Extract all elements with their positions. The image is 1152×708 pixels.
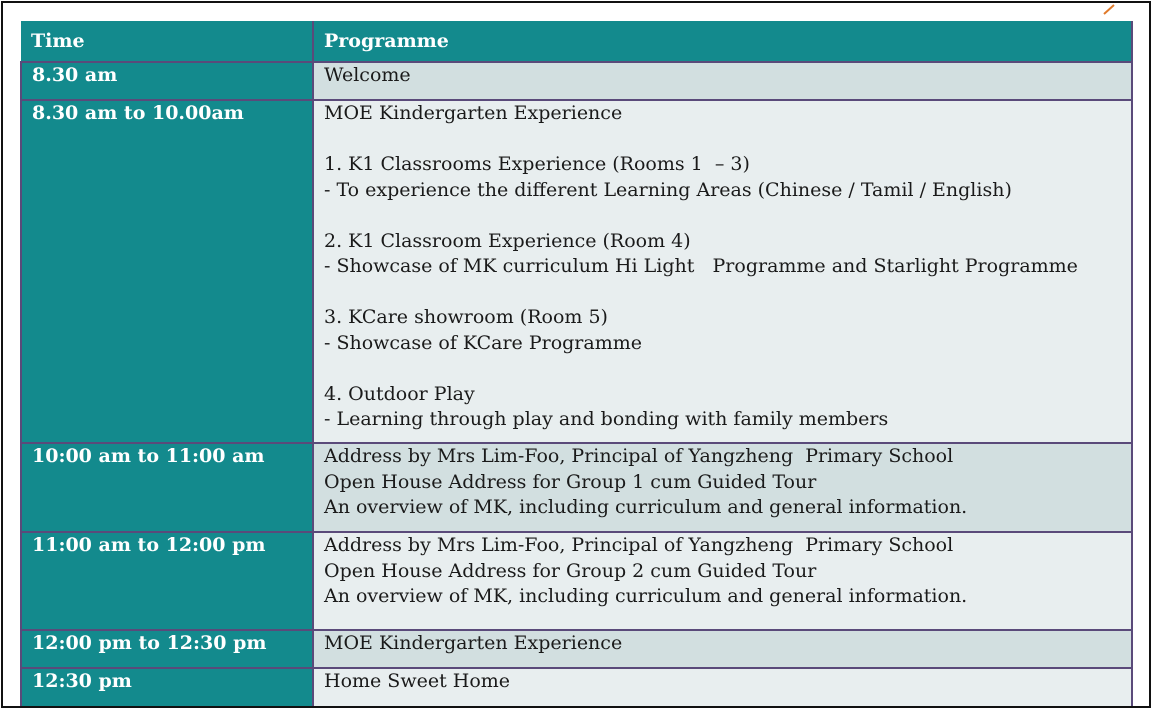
programme-line: MOE Kindergarten Experience xyxy=(324,632,623,654)
programme-line: - Learning through play and bonding with family members xyxy=(324,408,889,430)
programme-line: 2. K1 Classroom Experience (Room 4) xyxy=(324,229,691,252)
programme-line: - To experience the different Learning Areas (Chinese / Tamil / English) xyxy=(324,178,1012,201)
programme-line: Address by Mrs Lim-Foo, Principal of Yangzheng Primary School xyxy=(324,534,954,556)
programme-line: Welcome xyxy=(324,64,411,86)
table-row xyxy=(21,630,1132,668)
time-cell: 12:30 pm xyxy=(21,668,313,708)
header-programme: Programme xyxy=(313,21,1132,62)
time-cell: 12:00 pm to 12:30 pm xyxy=(21,630,313,668)
programme-line: - Showcase of MK curriculum Hi Light Programme and Starlight Programme xyxy=(324,255,1078,277)
table-row xyxy=(21,443,1132,532)
corner-accent-icon xyxy=(1102,3,1116,15)
programme-line: An overview of MK, including curriculum and general information. xyxy=(324,585,968,607)
programme-line: - Showcase of KCare Programme xyxy=(324,331,642,354)
programme-line: Address by Mrs Lim-Foo, Principal of Yangzheng Primary School xyxy=(324,445,954,467)
document-frame xyxy=(1,1,1151,708)
programme-line: MOE Kindergarten Experience xyxy=(324,102,623,124)
programme-line: 4. Outdoor Play xyxy=(324,382,475,405)
programme-line: Open House Address for Group 1 cum Guided Tour xyxy=(324,470,817,493)
table-row xyxy=(21,532,1132,630)
programme-line: 3. KCare showroom (Room 5) xyxy=(324,306,608,328)
programme-line: 1. K1 Classrooms Experience (Rooms 1 – 3) xyxy=(324,153,750,175)
table-row xyxy=(21,62,1132,100)
programme-cell xyxy=(313,443,1132,532)
programme-cell xyxy=(313,532,1132,630)
programme-cell xyxy=(313,630,1132,668)
time-cell: 8.30 am xyxy=(21,62,313,100)
table-row xyxy=(21,668,1132,708)
table-header-row xyxy=(21,21,1132,62)
schedule-table xyxy=(20,21,1133,708)
header-time: Time xyxy=(21,21,313,62)
table-row xyxy=(21,100,1132,443)
programme-line: An overview of MK, including curriculum and general information. xyxy=(324,496,968,518)
programme-line: Open House Address for Group 2 cum Guided Tour xyxy=(324,559,817,582)
programme-cell xyxy=(313,668,1132,708)
programme-cell xyxy=(313,100,1132,443)
time-cell: 10:00 am to 11:00 am xyxy=(21,443,313,532)
time-cell: 8.30 am to 10.00am xyxy=(21,100,313,443)
programme-line: Home Sweet Home xyxy=(324,670,511,692)
programme-cell xyxy=(313,62,1132,100)
time-cell: 11:00 am to 12:00 pm xyxy=(21,532,313,630)
